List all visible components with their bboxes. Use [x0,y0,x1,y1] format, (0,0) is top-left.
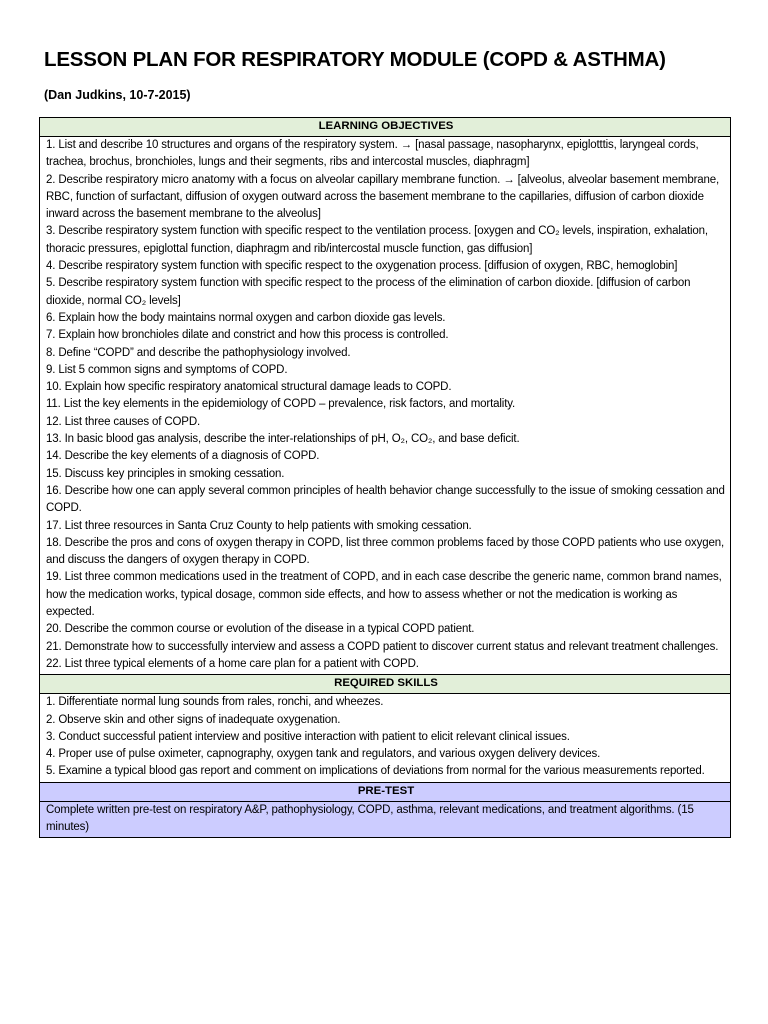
pre-test-header-row [40,782,731,801]
pre-test-row [40,801,731,838]
skill-item: 1. Differentiate normal lung sounds from rales, ronchi, and wheezes. [46,696,384,709]
pre-test-cell [40,801,731,838]
required-skills-row [40,694,731,782]
learning-objectives-row [40,137,731,675]
objective-item: 5. Describe respiratory system function with specific respect to the process of the elimination of carbon dioxide. [diffusion of carbon dioxide, normal CO₂ levels] [46,277,691,307]
lesson-plan-table [39,117,731,838]
objective-item: 9. List 5 common signs and symptoms of COPD. [46,363,288,376]
objective-item: 8. Define “COPD” and describe the pathophysiology involved. [46,346,351,359]
objective-item: 2. Describe respiratory micro anatomy with a focus on alveolar capillary membrane function. → [alveolus, alveolar basement membrane, RBC, function of surfactant, diffusion of oxygen outward across the basement membrane to the capillaries, diffusion of carbon dioxide inward across the basement membrane to the alveolus] [46,173,720,221]
objective-item: 19. List three common medications used in the treatment of COPD, and in each case describe the generic name, common brand names, how the medication works, typical dosage, common side effects, and how to assess whether or not the medication is working as expected. [46,571,722,619]
skill-item: 4. Proper use of pulse oximeter, capnography, oxygen tank and regulators, and various oxygen delivery devices. [46,748,601,761]
learning-objectives-header-row [40,118,731,137]
objective-item: 1. List and describe 10 structures and organs of the respiratory system. → [nasal passage, nasopharynx, epiglotttis, laryngeal cords, trachea, brochus, bronchioles, lungs and their segments, ribs and intercostal muscles, diaphragm] [46,139,699,169]
skill-item: 5. Examine a typical blood gas report and comment on implications of deviations from normal for the various measurements reported. [46,765,705,778]
learning-objectives-cell [40,137,731,675]
objective-item: 22. List three typical elements of a home care plan for a patient with COPD. [46,657,419,670]
objective-item: 14. Describe the key elements of a diagnosis of COPD. [46,450,320,463]
required-skills-header-row [40,675,731,694]
pre-test-text: Complete written pre-test on respiratory A&P, pathophysiology, COPD, asthma, relevant medications, and treatment algorithms. (15 minutes) [46,803,694,833]
pre-test-header: PRE-TEST [40,782,731,801]
objective-item: 18. Describe the pros and cons of oxygen therapy in COPD, list three common problems faced by those COPD patients who use oxygen, and discuss the dangers of oxygen therapy in COPD. [46,536,725,567]
objective-item: 20. Describe the common course or evolution of the disease in a typical COPD patient. [46,623,475,636]
objective-item: 6. Explain how the body maintains normal oxygen and carbon dioxide gas levels. [46,311,446,324]
objective-item: 11. List the key elements in the epidemiology of COPD – prevalence, risk factors, and mortality. [46,398,516,411]
required-skills-header: REQUIRED SKILLS [40,675,731,694]
objective-item: 12. List three causes of COPD. [46,415,201,428]
objective-item: 13. In basic blood gas analysis, describe the inter-relationships of pH, O₂, CO₂, and base deficit. [46,433,520,446]
objective-item: 15. Discuss key principles in smoking cessation. [46,467,285,480]
objective-item: 16. Describe how one can apply several common principles of health behavior change successfully to the issue of smoking cessation and COPD. [46,484,725,515]
author-line: (Dan Judkins, 10-7-2015) [44,88,191,102]
learning-objectives-header: LEARNING OBJECTIVES [40,118,731,137]
objective-item: 4. Describe respiratory system function with specific respect to the oxygenation process. [diffusion of oxygen, RBC, hemoglobin] [46,260,678,273]
objective-item: 10. Explain how specific respiratory anatomical structural damage leads to COPD. [46,381,452,394]
objective-item: 7. Explain how bronchioles dilate and constrict and how this process is controlled. [46,329,449,342]
skill-item: 3. Conduct successful patient interview and positive interaction with patient to elicit relevant clinical issues. [46,730,570,743]
skill-item: 2. Observe skin and other signs of inadequate oxygenation. [46,713,341,726]
required-skills-cell [40,694,731,782]
objective-item: 21. Demonstrate how to successfully interview and assess a COPD patient to discover current status and relevant treatment challenges. [46,640,719,653]
document-title: LESSON PLAN FOR RESPIRATORY MODULE (COPD & ASTHMA) [44,48,666,71]
objective-item: 3. Describe respiratory system function with specific respect to the ventilation process. [oxygen and CO₂ levels, inspiration, exhalation, thoracic pressures, epiglottal function, diaphragm and rib/intercostal muscle function, gas diffusion] [46,225,708,255]
objective-item: 17. List three resources in Santa Cruz County to help patients with smoking cessation. [46,519,472,532]
